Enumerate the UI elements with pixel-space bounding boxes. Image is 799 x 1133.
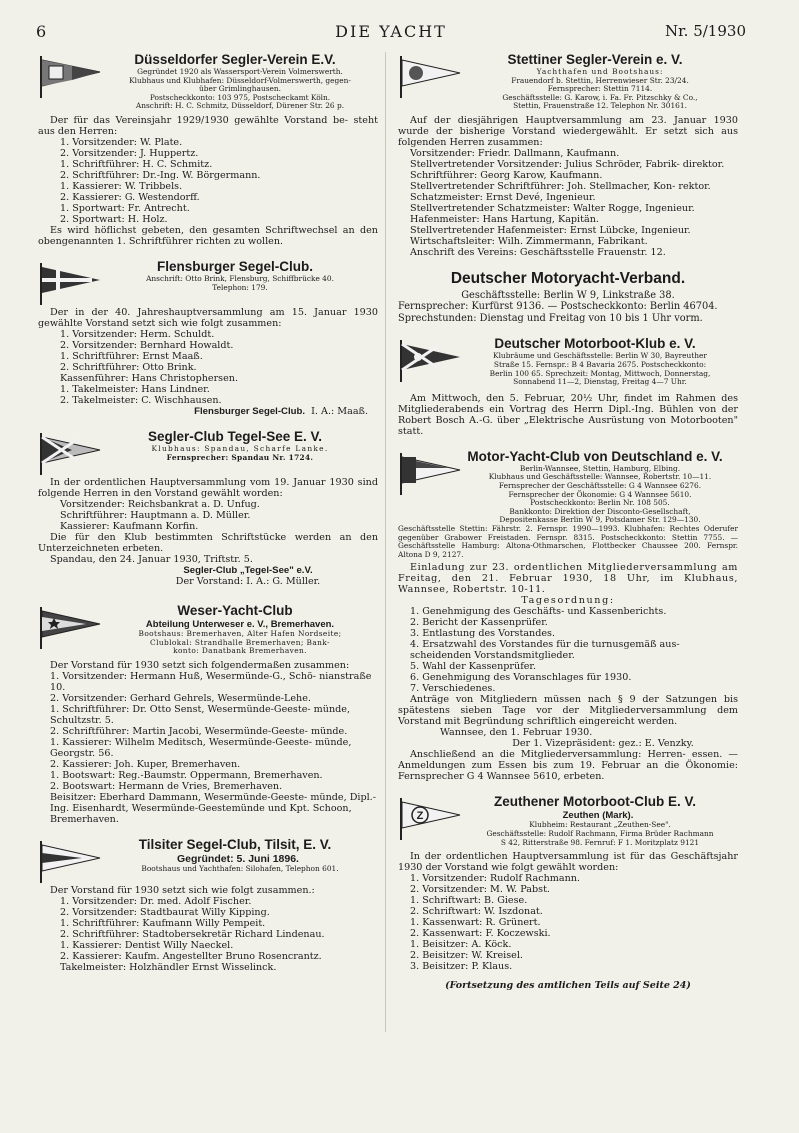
burgee-weser-icon (38, 607, 102, 649)
club-signature: Segler-Club „Tegel-See" e.V. Der Vorstand: I. A.: G. Müller. (175, 564, 321, 587)
burgee-myc-icon (398, 453, 462, 495)
club-name: Tilsiter Segel-Club, Tilsit, E. V. (138, 836, 332, 852)
verband-office: Geschäftsstelle: Berlin W 9, Linkstraße 38. (461, 289, 675, 301)
club-info: Klubräume und Geschäftsstelle: Berlin W 30, Bayreuther Straße 15. Fernspr.: B 4 Bavaria 2675. Postscheckkonto: Berlin 100 65. Sprechzeit: Montag, Mittwoch, Donnerstag, Sonnabend 11—2, Dienstag, Freitag 4—7 Uhr. (489, 351, 711, 387)
club-name: Motor-Yacht-Club von Deutschland e. V. (467, 448, 723, 464)
club-info: Klubhaus: Spandau, Scharfe Lanke. Fernsprecher: Spandau Nr. 1724. (151, 443, 329, 462)
agenda-title: Tagesordnung: (521, 595, 615, 607)
club-name: Weser-Yacht-Club (177, 602, 293, 618)
club-info-wide: Geschäftsstelle Stettin: Fährstr. 2. Fernspr. 1990—1993. Klubhafen: Rechtes Oderufer gegenüber Grabower Freistaden. Fernspr. 8315. Postscheckkonto: Stettin 7755. — Geschäftsstelle Hamburg: Altona-Othmarschen, Flottbecker Chaussee 200. Fernspr. Altona D 9, 2127. (398, 524, 738, 559)
burgee-duesseldorf-icon (38, 56, 102, 98)
page-number: 6 (36, 22, 47, 41)
burgee-zeuthen-icon (398, 798, 462, 840)
club-info: Bootshaus und Yachthafen: Silohafen, Telephon 601. (141, 863, 339, 873)
club-myc (398, 449, 738, 783)
club-intro: In der ordentlichen Hauptversammlung vom 19. Januar 1930 sind folgende Herren in den Vorstand gewählt worden: (38, 476, 378, 499)
burgee-flensburg-icon (38, 263, 102, 305)
burgee-tilsit-icon (38, 841, 102, 883)
club-intro: Auf der diesjährigen Hauptversammlung am 23. Januar 1930 wurde der bisherige Vorstand wiedergewählt. Er setzt sich aus folgenden Herren zusammen: (398, 114, 738, 148)
club-name: Segler-Club Tegel-See E. V. (147, 428, 323, 444)
club-address: Anschrift des Vereins: Geschäftsstelle Frauenstr. 12. (410, 246, 666, 258)
right-column (398, 50, 738, 1090)
club-signature: Flensburger Segel-Club. I. A.: Maaß. (194, 405, 368, 417)
club-intro: Der Vorstand für 1930 setzt sich folgendermaßen zusammen: (50, 659, 350, 671)
club-subname: Zeuthen (Mark). (562, 810, 634, 822)
burgee-tegel-icon (38, 433, 102, 475)
club-intro: In der ordentlichen Hauptversammlung ist für das Geschäftsjahr 1930 der Vorstand wie folgt gewählt worden: (398, 851, 738, 874)
officer-list: 1. Vorsitzender: Hermann Huß, Wesermünde-G., Schö- nianstraße 10. 2. Vorsitzender: Gerhard Gehrels, Wesermünde-Lehe. 1. Schriftführer: Dr. Otto Senst, Wesermünde-Geeste- münde, Schultzstr. 5. 2. Schriftführer: Martin Jacobi, Wesermünde-Geeste- münde. 1. Kassierer: Wilhelm Meditsch, Wesermünde-Geeste- münde, Georgstr. 56. 2. Kassierer: Joh. Kuper, Bremerhaven. 1. Bootswart: Reg.-Baumstr. Oppermann, Bremerhaven. 2. Bootswart: Hermann de Vries, Bremerhaven. Beisitzer: Eberhard Dammann, Wesermünde-Geeste- münde, Dipl.-Ing. Eisenhardt, Wesermünde-Geestemünde und Kpt. Schoon, Bremerhaven. (50, 670, 376, 825)
club-info: Gegründet 1920 als Wassersport-Verein Volmerswerth. Klubhaus und Klubhafen: Düsseldorf-Volmerswerth, gegen- über Grimlinghausen. Postscheckkonto: 103 975, Postscheckamt Köln. Anschrift: H. C. Schmitz, Düsseldorf, Dürener Str. 26 p. (129, 67, 351, 111)
officer-list: Vorsitzender: Reichsbankrat a. D. Unfug. Schriftführer: Hauptmann a. D. Müller. Kassierer: Kaufmann Korfin. (60, 498, 260, 532)
club-notice: Einladung zur 23. ordentlichen Mitgliederversammlung am Freitag, den 21. Februar 1930, 18 Uhr, im Klubhaus, Wannsee, Robertstr. 10-11. (398, 562, 738, 596)
svg-text:Z: Z (416, 810, 424, 823)
column-divider (385, 52, 386, 1032)
club-intro: Der für das Vereinsjahr 1929/1930 gewählte Vorstand be- steht aus den Herren: (38, 114, 378, 137)
club-notice: Am Mittwoch, den 5. Februar, 20½ Uhr, findet im Rahmen des Mitgliederabends ein Vortrag des Herrn Dipl.-Ing. Bühlen von der Robert Bosch A.-G. über „Elektrische Ausrüstung von Motorbooten" statt. (398, 392, 738, 437)
officer-list: Vorsitzender: Friedr. Dallmann, Kaufmann. Stellvertretender Vorsitzender: Julius Schröder, Fabrik- direktor. Schriftführer: Georg Karow, Kaufmann. Stellvertretender Schriftführer: Joh. Stellmacher, Kon- rektor. Schatzmeister: Ernst Devé, Ingenieur. Stellvertretender Schatzmeister: Walter Rogge, Ingenieur. Hafenmeister: Hans Hartung, Kapitän. Stellvertretender Hafenmeister: Ernst Lübcke, Ingenieur. Wirtschaftsleiter: Wilh. Zimmermann, Fabrikant. (410, 147, 725, 247)
club-zeuthen (398, 794, 738, 991)
verband-hours: Sprechstunden: Dienstag und Freitag von 10 bis 1 Uhr vorm. (398, 312, 703, 324)
club-intro: Der in der 40. Jahreshauptversammlung am 15. Januar 1930 gewählte Vorstand setzt sich wie folgt zusammen: (38, 306, 378, 329)
burgee-stettin-icon (398, 56, 462, 98)
page-header (36, 22, 746, 42)
verband-name: Deutscher Motoryacht-Verband. (450, 269, 686, 287)
club-name: Flensburger Segel-Club. (156, 258, 314, 274)
antraege-note: Anträge von Mitgliedern müssen nach § 9 der Satzungen bis spätestens sieben Tage vor der Mitgliederversammlung dem Vorstand mit Begründung schriftlich eingereicht werden. (398, 694, 738, 728)
issue-number: Nr. 5/1930 (665, 22, 746, 40)
club-closing: Die für den Klub bestimmten Schriftstücke werden an den Unterzeichneten erbeten. (38, 531, 378, 554)
verband (398, 270, 738, 325)
club-closing: Es wird höflichst gebeten, den gesamten Schriftwechsel an den obengenannten 1. Schriftführer richten zu wollen. (38, 224, 378, 247)
verband-phone: Fernsprecher: Kurfürst 9136. — Postscheckkonto: Berlin 46704. (398, 301, 718, 313)
club-info: Anschrift: Otto Brink, Flensburg, Schiffbrücke 40. Telephon: 179. (146, 273, 334, 292)
club-tilsit (38, 837, 378, 973)
club-info: Berlin-Wannsee, Stettin, Hamburg, Elbing. Klubhaus und Geschäftsstelle: Wannsee, Robertstr. 10—11. Fernsprecher der Geschäftsstelle: G 4 Wannsee 6276. Fernsprecher der Ökonomie: G 4 Wannsee 5610. Postscheckkonto: Berlin Nr. 108 505. Bankkonto: Direktion der Disconto-Gesellschaft, Depositenkasse Berlin W 9, Potsdamer Str. 129—130. (488, 463, 712, 525)
club-weser (38, 603, 378, 825)
club-duesseldorf (38, 52, 378, 247)
officer-list: 1. Vorsitzender: W. Plate. 2. Vorsitzender: J. Huppertz. 1. Schriftführer: H. C. Schmitz. 2. Schriftführer: Dr.-Ing. W. Börgermann. 1. Kassierer: W. Tribbels. 2. Kassierer: G. Westendorff. 1. Sportwart: Fr. Antrecht. 2. Sportwart: H. Holz. (60, 136, 261, 225)
club-signature: Der 1. Vizepräsident: gez.: E. Venzky. (512, 738, 694, 750)
place-date: Wannsee, den 1. Februar 1930. (440, 727, 593, 739)
officer-list: 1. Vorsitzender: Herm. Schuldt. 2. Vorsitzender: Bernhard Howaldt. 1. Schriftführer: Ernst Maaß. 2. Schriftführer: Otto Brink. Kassenführer: Hans Christophersen. 1. Takelmeister: Hans Lindner. 2. Takelmeister: C. Wischhausen. (60, 328, 239, 406)
club-info: Bootshaus: Bremerhaven, Alter Hafen Nordseite; Clublokal: Strandhalle Bremerhaven; Bank- konto: Danatbank Bremerhaven. (138, 628, 342, 656)
officer-list: 1. Vorsitzender: Rudolf Rachmann. 2. Vorsitzender: M. W. Pabst. 1. Schriftwart: B. Giese. 2. Schriftwart: W. Iszdonat. 1. Kassenwart: R. Grünert. 2. Kassenwart: F. Koczewski. 1. Beisitzer: A. Köck. 2. Beisitzer: W. Kreisel. 3. Beisitzer: P. Klaus. (410, 873, 580, 973)
club-dmk (398, 336, 738, 436)
club-flensburg (38, 259, 378, 417)
club-tegel (38, 429, 378, 587)
burgee-dmk-icon (398, 340, 462, 382)
officer-list: 1. Vorsitzender: Dr. med. Adolf Fischer. 2. Vorsitzender: Stadtbaurat Willy Kipping. 1. Schriftführer: Kaufmann Willy Pempeit. 2. Schriftführer: Stadtobersekretär Richard Lindenau. 1. Kassierer: Dentist Willy Naeckel. 2. Kassierer: Kaufm. Angestellter Bruno Rosencrantz. Takelmeister: Holzhändler Ernst Wisselinck. (60, 895, 325, 973)
club-info: Klubheim: Restaurant „Zeuthen-See". Geschäftsstelle: Rudolf Rachmann, Firma Brüder Rachmann S 42, Ritterstraße 98. Fernruf: F 1. Moritzplatz 9121 (486, 820, 714, 847)
essen-note: Anschließend an die Mitgliederversammlung: Herren- essen. — Anmeldungen zum Essen bis zum 19. Februar an die Ökonomie: Fernsprecher G 4 Wannsee 5610, erbeten. (398, 749, 738, 783)
continuation-note: (Fortsetzung des amtlichen Teils auf Seite 24) (445, 980, 691, 992)
club-subname: Gegründet: 5. Juni 1896. (177, 852, 299, 865)
club-name: Düsseldorfer Segler-Verein E.V. (134, 52, 336, 67)
agenda-list: 1. Genehmigung des Geschäfts- und Kassenberichts. 2. Bericht der Kassenprüfer. 3. Entlastung des Vorstandes. 4. Ersatzwahl des Vorstandes für die turnusgemäß aus- scheidenden Vorstandsmitglieder. 5. Wahl der Kassenprüfer. 6. Genehmigung des Voranschlages für 1930. 7. Verschiedenes. (410, 606, 680, 695)
club-name: Zeuthener Motorboot-Club E. V. (494, 794, 696, 810)
club-info: Yachthafen und Bootshaus: Frauendorf b. Stettin, Herrenwieser Str. 23/24. Fernsprecher: Stettin 7114. Geschäftsstelle: G. Karow, i. Fa. Fr. Pitzschky & Co., Stettin, Frauenstraße 12. Telephon Nr. 30161. (502, 67, 698, 111)
club-name: Deutscher Motorboot-Klub e. V. (494, 336, 696, 352)
club-intro: Der Vorstand für 1930 setzt sich wie folgt zusammen.: (50, 884, 315, 896)
place-date: Spandau, den 24. Januar 1930, Triftstr. 5. (50, 553, 253, 565)
club-name: Stettiner Segler-Verein e. V. (507, 52, 683, 67)
club-stettin (398, 52, 738, 258)
journal-title: DIE YACHT (335, 22, 447, 41)
left-column (38, 50, 378, 1090)
club-subname: Abteilung Unterweser e. V., Bremerhaven. (145, 618, 335, 630)
